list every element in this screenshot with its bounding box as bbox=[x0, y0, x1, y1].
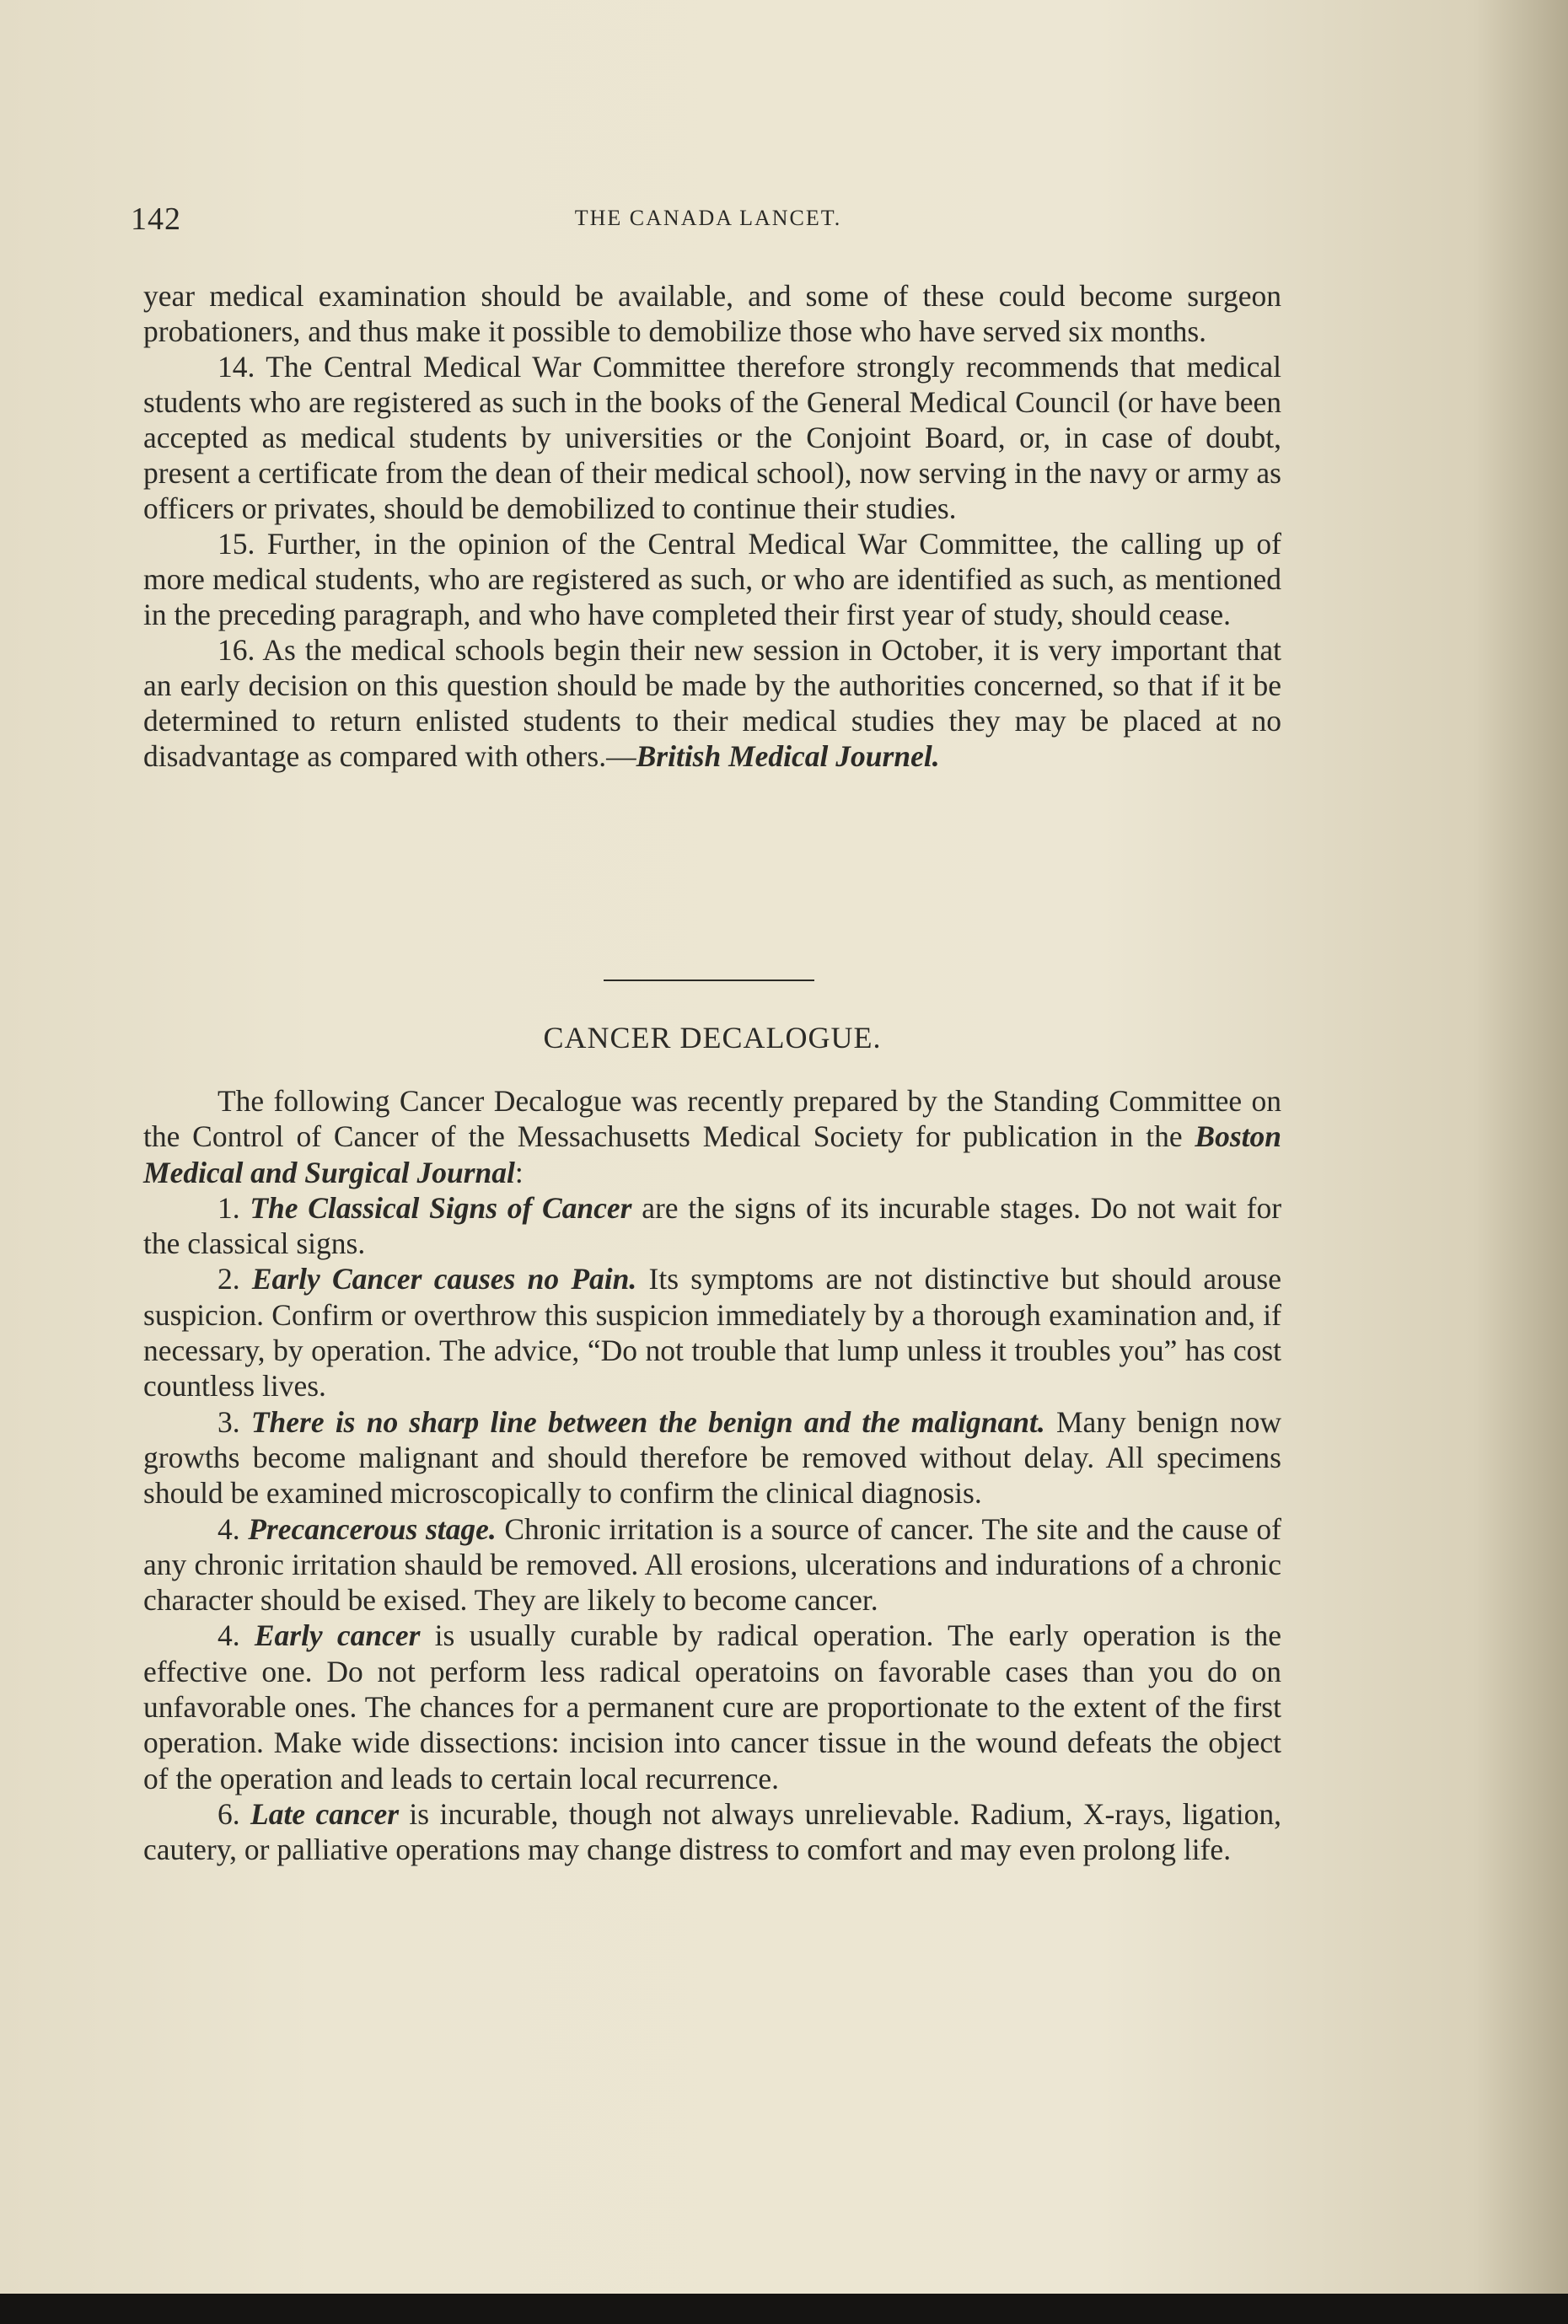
decalogue-item-2 bbox=[143, 1261, 1281, 1404]
paragraph-14: 14. The Central Medical War Committee therefore strongly recommends that medical students who are registered as such in the books of the General Medical Council (or have been accepted as medical students by universities or the Conjoint Board, or, in case of doubt, present a certificate from the dean of their medical school), now serving in the navy or army as officers or privates, should be demobilized to continue their studies. bbox=[143, 350, 1281, 525]
section-divider bbox=[604, 980, 814, 981]
page-number: 142 bbox=[131, 201, 181, 237]
item-number: 6. bbox=[217, 1796, 251, 1831]
item-number: 4. bbox=[217, 1618, 255, 1653]
paragraph-continuation: year medical examination should be available, and some of these could become surgeon probationers, and thus make it possible to demobilize those who have served six months. bbox=[143, 279, 1281, 348]
item-title: There is no sharp line between the benign and the malignant. bbox=[250, 1404, 1045, 1439]
decalogue-item-1 bbox=[143, 1190, 1281, 1262]
section-title: CANCER DECALOGUE. bbox=[543, 1021, 882, 1055]
source-citation: British Medical Journel. bbox=[636, 739, 940, 773]
item-number: 4. bbox=[217, 1511, 249, 1546]
intro-text: The following Cancer Decalogue was recently prepared by the Standing Committee on the Control of Cancer of the Messachusetts Medical Society for publication in the bbox=[143, 1084, 1281, 1154]
item-title: Early Cancer causes no Pain. bbox=[251, 1262, 637, 1296]
paragraph-16-text: 16. As the medical schools begin their new session in October, it is very important that an early decision on this question should be made by the authorities concerned, so that if it be determined to return enlisted students to their medical studies they may be placed at no disadvantage as compared with others.— bbox=[143, 633, 1281, 773]
cancer-decalogue-body bbox=[143, 1083, 1281, 1868]
page-bottom-edge bbox=[0, 2294, 1568, 2324]
paragraph-15: 15. Further, in the opinion of the Central Medical War Committee, the calling up of more medical students, who are registered as such, or who are identified as such, as mentioned in the preceding paragraph, and who have completed their first year of study, should cease. bbox=[143, 527, 1281, 631]
item-number: 1. bbox=[217, 1190, 250, 1225]
item-title: Early cancer bbox=[254, 1618, 421, 1653]
journal-title: Boston Medical and Surgical Journal bbox=[143, 1119, 1281, 1189]
paragraph-16 bbox=[143, 632, 1281, 774]
decalogue-item-4 bbox=[143, 1511, 1281, 1618]
intro-paragraph bbox=[143, 1083, 1281, 1190]
decalogue-item-5 bbox=[143, 1618, 1281, 1795]
article-continued bbox=[143, 278, 1281, 774]
item-text: Its symptoms are not distinctive but should arouse suspicion. Confirm or overthrow this suspicion immediately by a thorough examination and, if necessary, by operation. The advice, “Do not trouble that lump unless it troubles you” has cost countless lives. bbox=[143, 1262, 1281, 1404]
item-text: Chronic irritation is a source of cancer. The site and the cause of any chronic irritation shauld be removed. All erosions, ulcerations and indurations of a chronic character should be exised. They are likely to become cancer. bbox=[143, 1511, 1281, 1618]
running-head: THE CANADA LANCET. bbox=[574, 206, 842, 230]
item-text: are the signs of its incurable stages. Do not wait for the classical signs. bbox=[143, 1190, 1282, 1261]
item-text: Many benign now growths become malignant and should therefore be removed without delay. All specimens should be examined microscopically to confirm the clinical diagnosis. bbox=[143, 1404, 1281, 1511]
item-number: 2. bbox=[217, 1262, 252, 1296]
item-text: is incurable, though not always unrelievable. Radium, X-rays, ligation, cautery, or palliative operations may change distress to comfort and may even prolong life. bbox=[143, 1796, 1282, 1867]
item-title: Late cancer bbox=[250, 1796, 400, 1831]
decalogue-item-6 bbox=[143, 1796, 1281, 1868]
item-text: is usually curable by radical operation. The early operation is the effective one. Do not perform less radical operatoins on favorable cases than you do on unfavorable ones. The chances for a permanent cure are proportionate to the extent of the first operation. Make wide dissections: incision into cancer tissue in the wound defeats the object of the operation and leads to certain local recurrence. bbox=[143, 1618, 1281, 1795]
page-header bbox=[131, 201, 1286, 243]
item-number: 3. bbox=[217, 1404, 251, 1439]
item-title: Precancerous stage. bbox=[248, 1511, 497, 1546]
decalogue-item-3 bbox=[143, 1404, 1281, 1511]
intro-end: : bbox=[514, 1155, 524, 1189]
item-title: The Classical Signs of Cancer bbox=[250, 1190, 632, 1225]
